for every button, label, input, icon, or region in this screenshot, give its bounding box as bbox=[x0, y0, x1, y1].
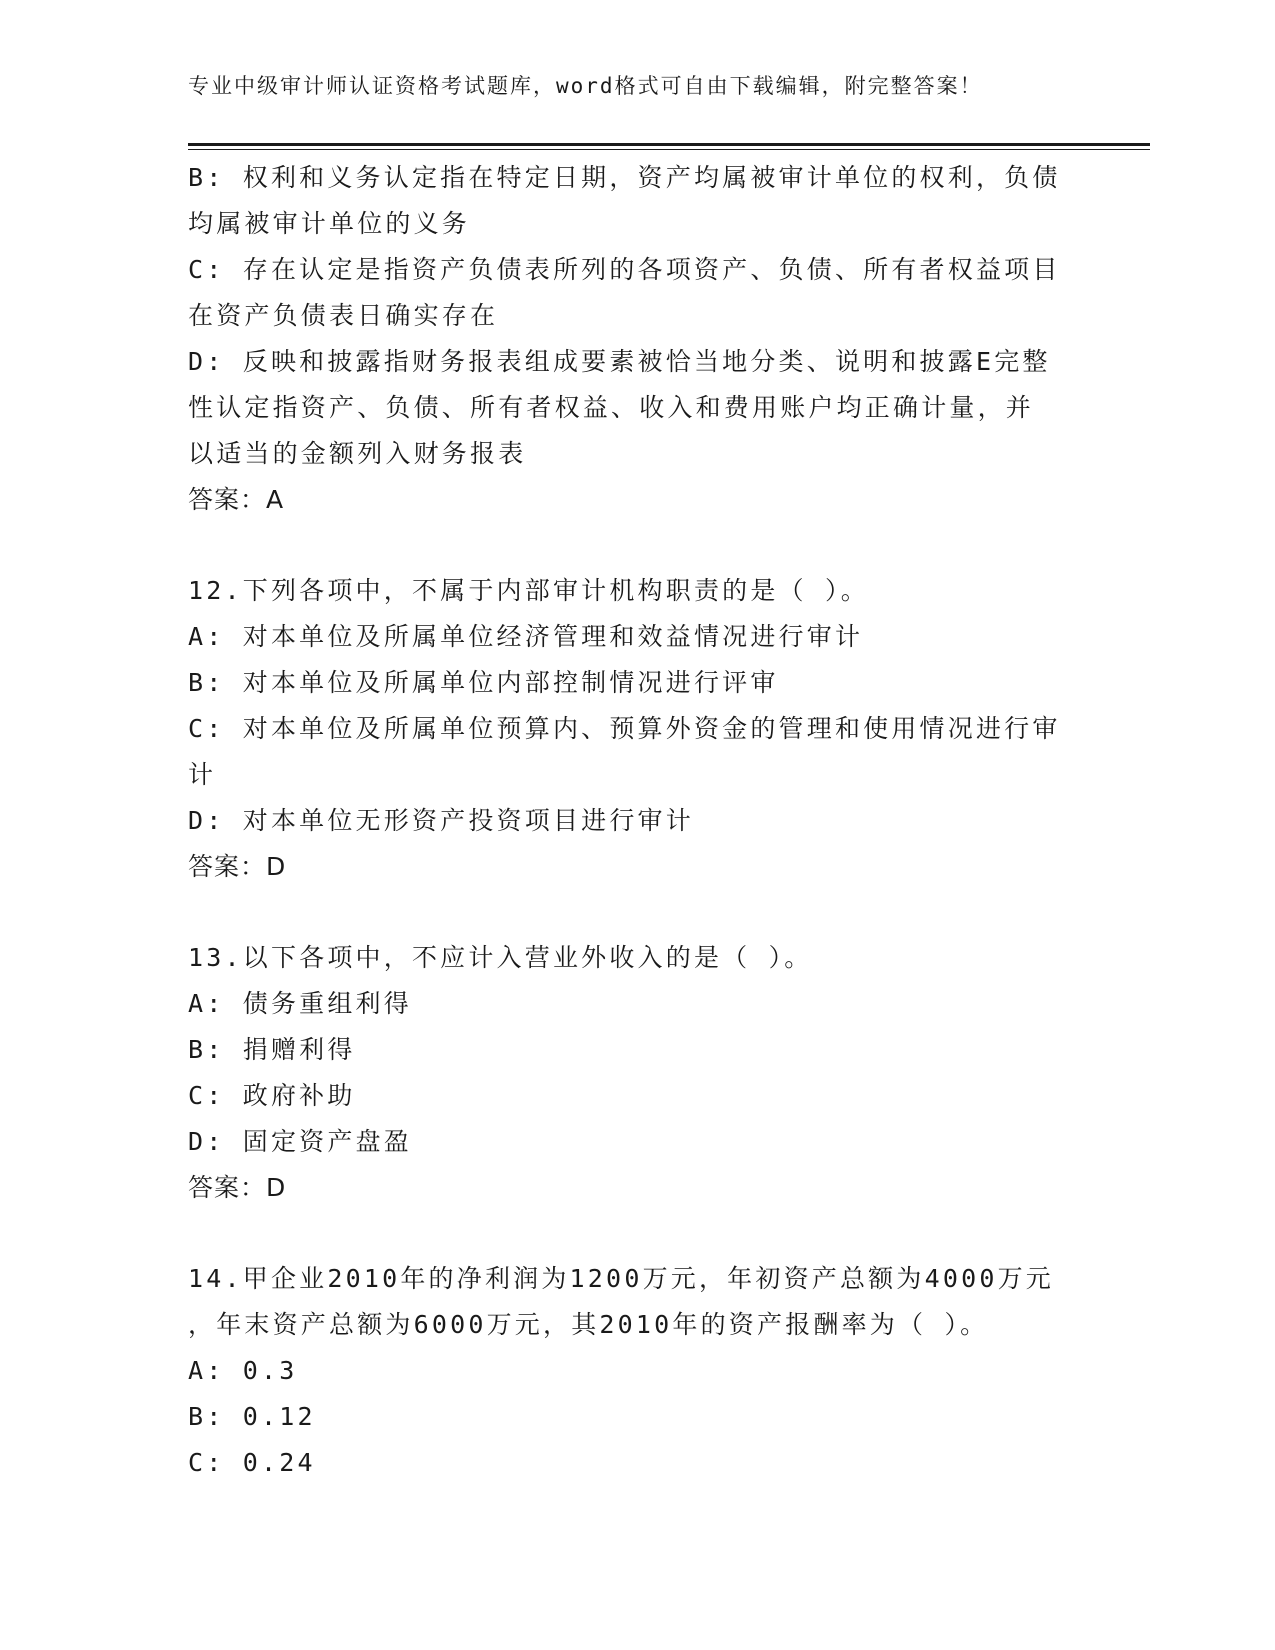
block-gap bbox=[188, 1211, 1088, 1256]
answer-line: 答案：D bbox=[188, 852, 287, 881]
page-header: 专业中级审计师认证资格考试题库，word格式可自由下载编辑，附完整答案！ bbox=[188, 74, 983, 98]
header-rule-thick bbox=[188, 143, 1150, 146]
option-line: 性认定指资产、负债、所有者权益、收入和费用账户均正确计量，并 bbox=[188, 393, 1035, 422]
option-line: A: 对本单位及所属单位经济管理和效益情况进行审计 bbox=[188, 622, 864, 651]
option-line: C: 政府补助 bbox=[188, 1081, 356, 1110]
question-stem: 13.以下各项中，不应计入营业外收入的是（ ）。 bbox=[188, 943, 813, 972]
option-line: D: 对本单位无形资产投资项目进行审计 bbox=[188, 806, 694, 835]
option-line: 均属被审计单位的义务 bbox=[188, 209, 471, 238]
answer-line: 答案：D bbox=[188, 1173, 287, 1202]
question-block bbox=[188, 1256, 1088, 1486]
question-stem: 12.下列各项中，不属于内部审计机构职责的是（ ）。 bbox=[188, 576, 869, 605]
option-line: A: 0.3 bbox=[188, 1356, 298, 1385]
option-line: B: 权利和义务认定指在特定日期，资产均属被审计单位的权利，负债 bbox=[188, 163, 1061, 192]
option-line: C: 0.24 bbox=[188, 1448, 316, 1477]
question-block bbox=[188, 155, 1088, 523]
option-line: B: 对本单位及所属单位内部控制情况进行评审 bbox=[188, 668, 779, 697]
option-line: C: 对本单位及所属单位预算内、预算外资金的管理和使用情况进行审 bbox=[188, 714, 1061, 743]
option-line: 在资产负债表日确实存在 bbox=[188, 301, 499, 330]
question-block bbox=[188, 935, 1088, 1211]
option-line: B: 0.12 bbox=[188, 1402, 316, 1431]
question-block bbox=[188, 568, 1088, 890]
header-rule-thin bbox=[188, 149, 1150, 150]
block-gap bbox=[188, 523, 1088, 568]
option-line: C: 存在认定是指资产负债表所列的各项资产、负债、所有者权益项目 bbox=[188, 255, 1061, 284]
block-gap bbox=[188, 890, 1088, 935]
question-stem: ，年末资产总额为6000万元，其2010年的资产报酬率为（ ）。 bbox=[188, 1310, 989, 1339]
option-line: D: 反映和披露指财务报表组成要素被恰当地分类、说明和披露E完整 bbox=[188, 347, 1051, 376]
question-stem: 14.甲企业2010年的净利润为1200万元，年初资产总额为4000万元 bbox=[188, 1264, 1054, 1293]
question-content bbox=[188, 155, 1088, 1486]
answer-line: 答案：A bbox=[188, 485, 285, 514]
option-line: B: 捐赠利得 bbox=[188, 1035, 356, 1064]
option-line: D: 固定资产盘盈 bbox=[188, 1127, 412, 1156]
option-line: 计 bbox=[188, 760, 217, 789]
option-line: 以适当的金额列入财务报表 bbox=[188, 439, 527, 468]
option-line: A: 债务重组利得 bbox=[188, 989, 412, 1018]
